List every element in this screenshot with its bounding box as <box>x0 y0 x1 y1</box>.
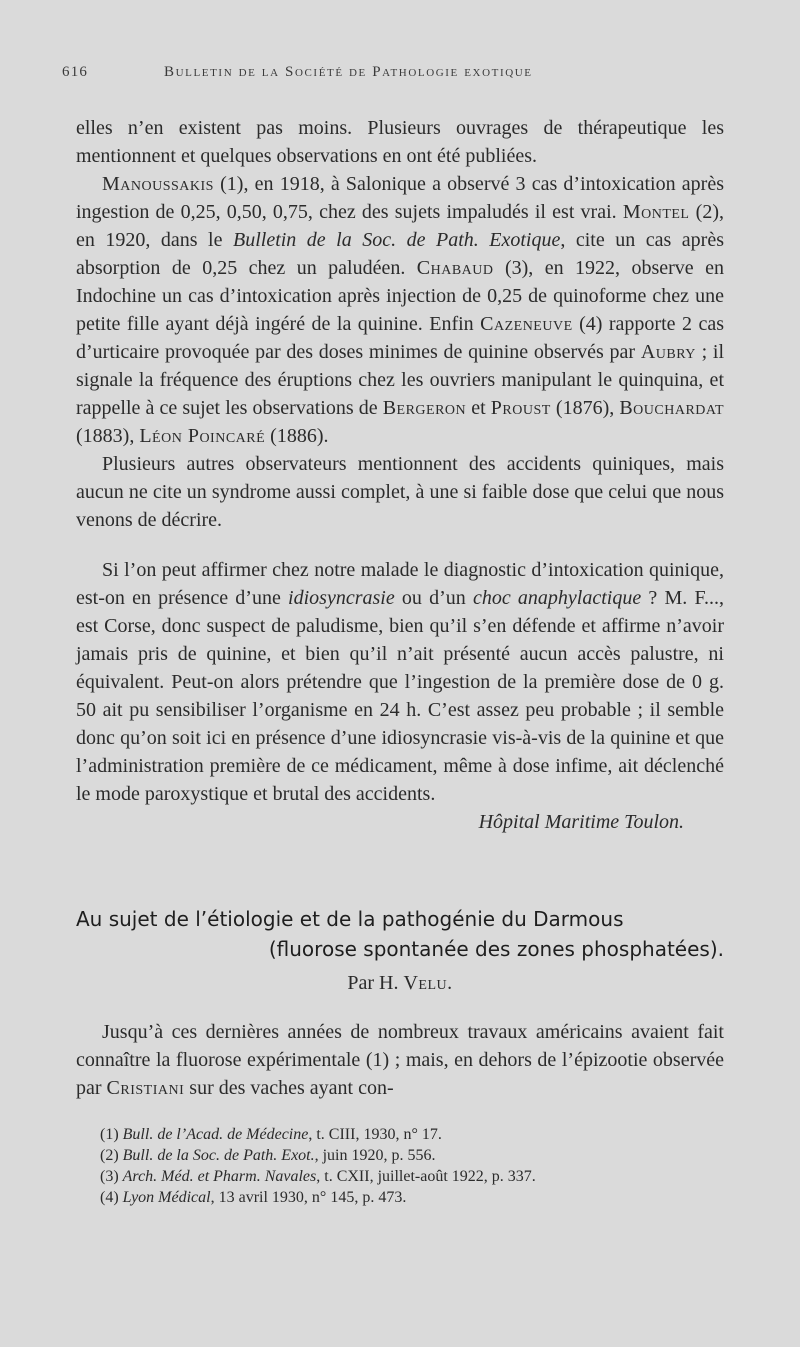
text-run: (4) rapporte 2 cas d’urticaire provoquée par des doses minimes de quinine observés par <box>76 313 724 363</box>
author-ref: Aubry <box>640 341 696 363</box>
article-title <box>76 904 724 964</box>
journal-ref: Bulletin de la Soc. de Path. Exotique <box>232 229 561 251</box>
article-body <box>76 114 724 534</box>
footnote-details: , t. CXII, juillet-août 1922, p. 337. <box>316 1168 536 1185</box>
footnote <box>100 1166 700 1187</box>
author-ref: Manoussakis <box>102 173 214 195</box>
text-run: , cite un cas après absorption de 0,25 chez un paludéen. <box>76 229 724 279</box>
author-ref: Proust <box>490 397 551 419</box>
intro-paragraph <box>76 1018 724 1102</box>
paragraph-2 <box>76 170 724 450</box>
footnote-details: , juin 1920, p. 556. <box>314 1147 436 1164</box>
text-run: (3), en 1922, observe en Indochine un cas d’intoxication après injection de 0,25 de quinoforme chez une petite fille ayant déjà ingéré de la quinine. Enfin <box>76 257 724 335</box>
discussion-body <box>76 556 724 836</box>
footnote-number: (3) <box>100 1168 123 1185</box>
author-ref: Bouchardat <box>619 397 725 419</box>
author-prefix: Par H. <box>347 972 404 994</box>
text-run: (1), en 1918, à Salonique a observé 3 cas d’intoxication après ingestion de 0,25, 0,50, 0,75, chez des sujets impaludés il est vrai. <box>76 173 724 223</box>
text-run: (1876), <box>550 397 620 419</box>
text-run: ou d’un <box>394 587 473 609</box>
footnote-number: (1) <box>100 1126 123 1143</box>
footnote-source: Bull. de l’Acad. de Médecine <box>122 1126 309 1143</box>
article-author <box>0 972 800 995</box>
footnote-number: (2) <box>100 1147 123 1164</box>
author-ref: Léon Poincaré <box>139 425 266 447</box>
author-ref: Chabaud <box>416 257 494 279</box>
author-name: Velu. <box>403 972 453 994</box>
author-ref: Cazeneuve <box>480 313 573 335</box>
paragraph-4 <box>76 556 724 808</box>
title-line-1: Au sujet de l’étiologie et de la pathogénie du Darmous <box>76 907 624 931</box>
running-title: Bulletin de la Société de Pathologie exotique <box>164 64 533 80</box>
footnotes <box>100 1124 700 1208</box>
title-line-2: (fluorose spontanée des zones phosphatées). <box>268 937 724 961</box>
paragraph-1: elles n’en existent pas moins. Plusieurs ouvrages de thérapeutique les mentionnent et quelques observations en ont été publiées. <box>76 117 724 167</box>
italic-term: idiosyncrasie <box>288 587 395 609</box>
footnote-details: , 13 avril 1930, n° 145, p. 473. <box>210 1189 407 1206</box>
page-number: 616 <box>62 64 89 80</box>
author-ref: Montel <box>622 201 690 223</box>
signature: Hôpital Maritime Toulon. <box>478 811 684 833</box>
text-run: (1883), <box>76 425 140 447</box>
article-intro <box>76 1018 724 1102</box>
text-run: ? M. F..., est Corse, donc suspect de paludisme, bien qu’il s’en défende et affirme n’avoir jamais pris de quinine, et bien qu’il n’ait présenté aucun accès palustre, ni équivalent. Peut-on alors prétendre que l’ingestion de la première dose de 0 g. 50 ait pu sensibiliser l’organisme en 24 h. C’est assez peu probable ; il semble donc qu’on soit ici en présence d’une idiosyncrasie vis-à-vis de la quinine et que l’administration première de ce médicament, même à dose infime, ait déclenché le mode paroxystique et brutal des accidents. <box>76 587 725 805</box>
author-ref: Bergeron <box>382 397 467 419</box>
footnote-source: Arch. Méd. et Pharm. Navales <box>122 1168 317 1185</box>
paragraph-3: Plusieurs autres observateurs mentionnent des accidents quiniques, mais aucun ne cite un syndrome aussi complet, à une si faible dose que celui que nous venons de décrire. <box>76 453 724 531</box>
text-run: sur des vaches ayant con- <box>184 1077 394 1099</box>
footnote <box>100 1124 700 1145</box>
footnote-source: Lyon Médical <box>122 1189 211 1206</box>
footnote-details: , t. CIII, 1930, n° 17. <box>308 1126 442 1143</box>
footnote <box>100 1145 700 1166</box>
text-run: (2), en 1920, dans le <box>76 201 724 251</box>
footnote <box>100 1187 700 1208</box>
italic-term: choc anaphylactique <box>472 587 642 609</box>
author-ref: Cristiani <box>106 1077 185 1099</box>
text-run: et <box>466 397 491 419</box>
footnote-number: (4) <box>100 1189 123 1206</box>
footnote-source: Bull. de la Soc. de Path. Exot. <box>122 1147 315 1164</box>
text-run: (1886). <box>265 425 329 447</box>
text-run: Si l’on peut affirmer chez notre malade le diagnostic d’intoxication quinique, est-on en présence d’une <box>76 559 724 609</box>
text-run: ; il signale la fréquence des éruptions chez les ouvriers manipulant le quinquina, et rappelle à ce sujet les observations de <box>76 341 725 419</box>
text-run: Jusqu’à ces dernières années de nombreux travaux américains avaient fait connaître la fluorose expérimentale (1) ; mais, en dehors de l’épizootie observée par <box>76 1021 724 1099</box>
